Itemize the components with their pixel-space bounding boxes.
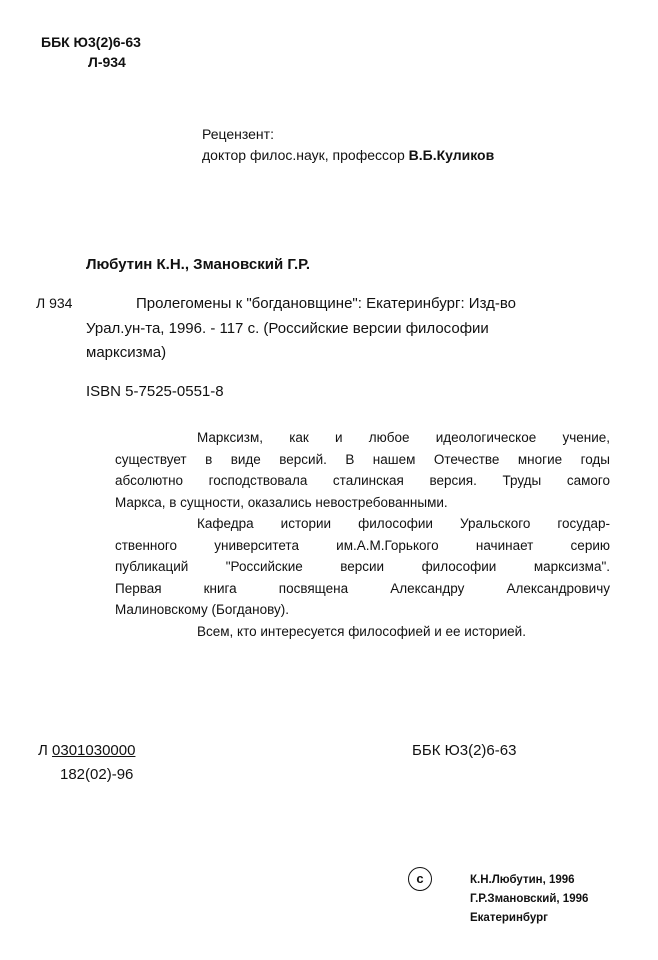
catalog-line-2: Урал.ун-та, 1996. - 117 с. (Российские версии философии	[86, 320, 489, 337]
bbk-code-bottom: ББК Ю3(2)6-63	[412, 742, 517, 759]
annotation-p1-line3: абсолютно господствовала сталинская версия. Труды самого	[115, 473, 610, 488]
annotation-p2-line3: публикаций "Российские версии философии марксизма".	[115, 559, 610, 574]
annotation-p2-line5: Малиновскому (Богданову).	[115, 602, 289, 617]
copyright-line-2: Г.Р.Змановский, 1996	[470, 893, 589, 905]
catalog-code: Л 934	[36, 295, 73, 311]
bbk-code-top: ББК Ю3(2)6-63	[41, 34, 141, 50]
copyright-icon: c	[408, 867, 432, 891]
footer-code-line-2: 182(02)-96	[60, 766, 134, 783]
library-code: Л-934	[88, 54, 126, 70]
annotation-p2-line2: ственного университета им.А.М.Горького начинает серию	[115, 537, 610, 553]
footer-code-number: 0301030000	[52, 742, 136, 759]
footer-code-letter: Л	[38, 742, 48, 759]
catalog-line-3: марксизма)	[86, 344, 167, 361]
reviewer-label: Рецензент:	[202, 126, 274, 142]
annotation-p2-line4: Первая книга посвящена Александру Александровичу	[115, 580, 610, 596]
annotation-p1-line2: существует в виде версий. В нашем Отечестве многие годы	[115, 451, 610, 467]
annotation	[115, 427, 610, 642]
reviewer-name: В.Б.Куликов	[408, 147, 495, 163]
annotation-p3: Всем, кто интересуется философией и ее историей.	[197, 623, 526, 639]
copyright-line-1: К.Н.Любутин, 1996	[470, 874, 575, 886]
reviewer-line	[202, 147, 494, 163]
isbn: ISBN 5-7525-0551-8	[86, 383, 224, 400]
authors: Любутин К.Н., Змановский Г.Р.	[86, 256, 311, 273]
annotation-p1-line1: Марксизм, как и любое идеологическое учение,	[197, 430, 610, 445]
annotation-p1-line4: Маркса, в сущности, оказались невостребованными.	[115, 494, 448, 510]
catalog-line-1: Пролегомены к "богдановщине": Екатеринбург: Изд-во	[136, 295, 517, 312]
annotation-p2-line1: Кафедра истории философии Уральского государ-	[197, 516, 610, 531]
reviewer-title: доктор филос.наук, профессор	[202, 147, 405, 163]
copyright-line-3: Екатеринбург	[470, 912, 548, 924]
footer-code-line-1	[38, 742, 135, 759]
